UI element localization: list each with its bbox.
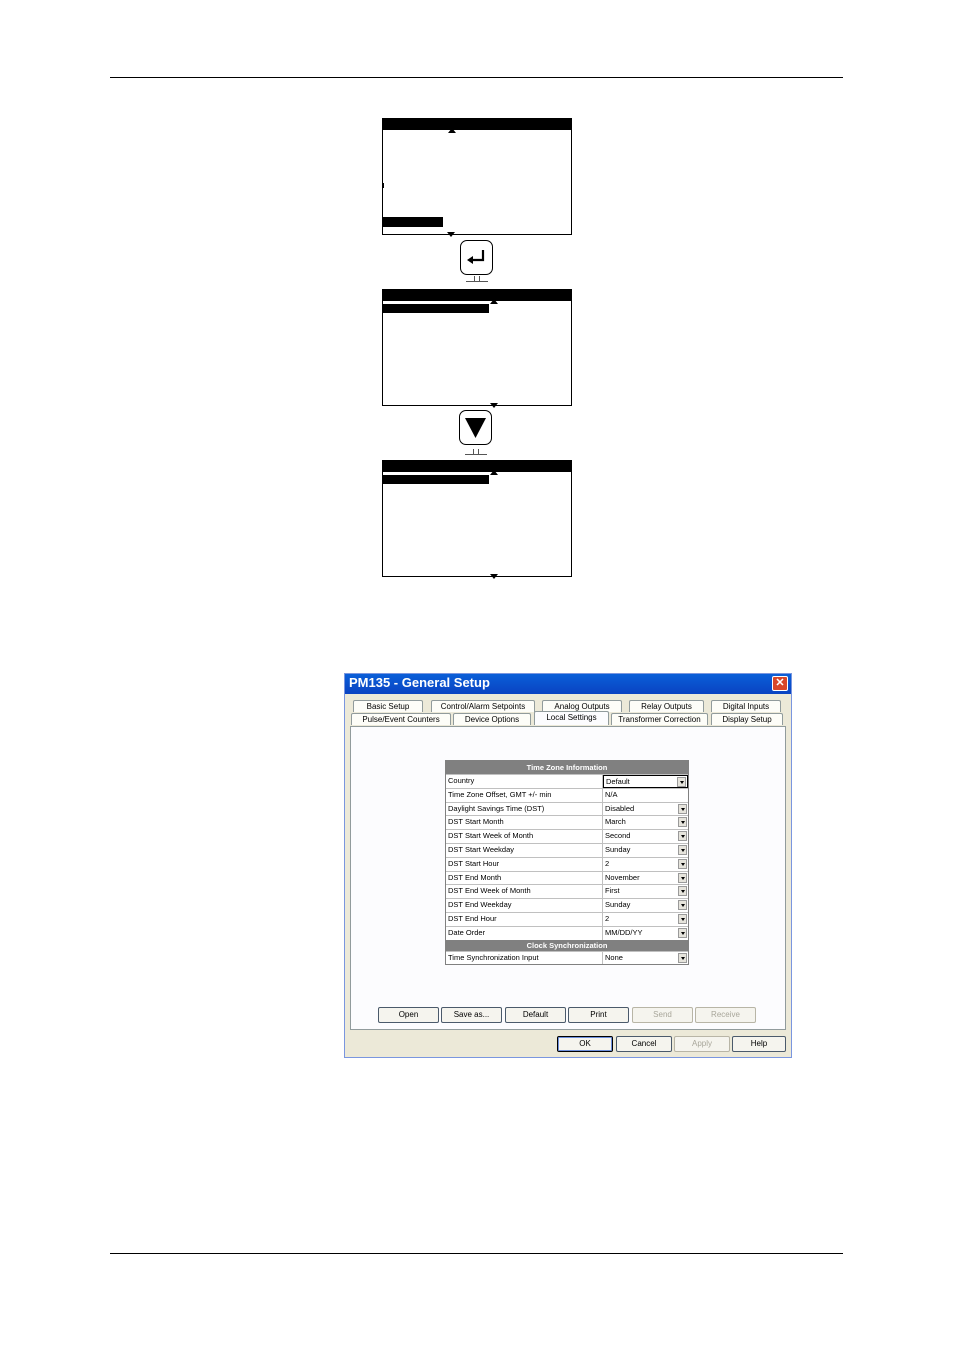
grid-row-dst-start-month[interactable] (446, 815, 688, 829)
row-label: DST End Month (446, 872, 603, 885)
grid-row-dst-end-hour[interactable] (446, 912, 688, 926)
lcd-highlight-bar (383, 475, 489, 484)
chevron-down-icon[interactable] (678, 817, 687, 827)
row-value: Second (605, 831, 631, 841)
dst-start-month-select[interactable] (603, 816, 688, 829)
dst-start-weekday-select[interactable] (603, 844, 688, 857)
enter-key (460, 240, 493, 275)
lcd-title-bar (383, 290, 571, 301)
chevron-down-icon[interactable] (678, 886, 687, 896)
tz-offset-field[interactable] (603, 789, 688, 802)
dst-end-week-select[interactable] (603, 885, 688, 898)
row-label: DST End Week of Month (446, 885, 603, 898)
tab-control-alarm-setpoints[interactable]: Control/Alarm Setpoints (431, 700, 535, 712)
apply-button[interactable]: Apply (674, 1036, 730, 1052)
grid-row-dst-end-week[interactable] (446, 884, 688, 898)
lcd-screen-1 (382, 118, 572, 235)
row-label: Country (446, 775, 603, 788)
row-value: MM/DD/YY (605, 927, 643, 937)
row-value: Default (606, 777, 630, 786)
help-button[interactable]: Help (732, 1036, 786, 1052)
grid-row-dst[interactable] (446, 802, 688, 816)
grid-row-dst-end-month[interactable] (446, 871, 688, 885)
chevron-down-icon[interactable] (678, 914, 687, 924)
tab-display-setup[interactable]: Display Setup (711, 713, 783, 725)
row-label: DST Start Week of Month (446, 830, 603, 843)
dst-end-month-select[interactable] (603, 872, 688, 885)
chevron-down-icon[interactable] (678, 873, 687, 883)
row-value: None (605, 952, 623, 962)
scroll-down-icon (447, 232, 455, 237)
print-button[interactable]: Print (568, 1007, 629, 1023)
lcd-cursor-mark (382, 183, 384, 188)
tab-digital-inputs[interactable]: Digital Inputs (711, 700, 781, 712)
row-value: Sunday (605, 844, 631, 854)
row-value: N/A (605, 789, 618, 799)
row-label: DST End Hour (446, 913, 603, 926)
scroll-up-icon (448, 128, 456, 133)
row-label: Daylight Savings Time (DST) (446, 803, 603, 816)
dst-end-weekday-select[interactable] (603, 899, 688, 912)
enter-key-base (466, 275, 488, 282)
dialog-title-bar (345, 674, 791, 694)
scroll-up-icon (490, 299, 498, 304)
save-as-button[interactable]: Save as... (441, 1007, 502, 1023)
dst-start-hour-select[interactable] (603, 858, 688, 871)
close-button[interactable] (772, 676, 788, 691)
row-value: 2 (605, 858, 610, 868)
down-arrow-key-icon (460, 411, 491, 444)
tab-relay-outputs[interactable]: Relay Outputs (629, 700, 704, 712)
lcd-screen-2 (382, 289, 572, 406)
row-value: November (605, 872, 640, 882)
clock-sync-header: Clock Synchronization (446, 940, 688, 951)
grid-row-dst-start-hour[interactable] (446, 857, 688, 871)
row-value: March (605, 817, 626, 827)
chevron-down-icon[interactable] (677, 777, 686, 787)
row-value: 2 (605, 913, 610, 923)
enter-key-icon (461, 241, 492, 274)
scroll-up-icon (490, 470, 498, 475)
cancel-button[interactable]: Cancel (616, 1036, 672, 1052)
tab-analog-outputs[interactable]: Analog Outputs (542, 700, 622, 712)
chevron-down-icon[interactable] (678, 900, 687, 910)
down-key-base (465, 448, 487, 455)
lcd-highlight-bar (383, 304, 489, 313)
lcd-screen-3 (382, 460, 572, 577)
footer-rule (110, 1253, 843, 1254)
row-label: DST Start Month (446, 816, 603, 829)
dst-end-hour-select[interactable] (603, 913, 688, 926)
chevron-down-icon[interactable] (678, 845, 687, 855)
lcd-title-bar (383, 461, 571, 472)
chevron-down-icon[interactable] (678, 928, 687, 938)
close-icon: ✕ (775, 677, 785, 689)
tab-local-settings[interactable]: Local Settings (534, 711, 609, 725)
chevron-down-icon[interactable] (678, 859, 687, 869)
send-button[interactable]: Send (632, 1007, 693, 1023)
grid-row-country[interactable] (446, 774, 688, 788)
ok-button[interactable]: OK (557, 1036, 613, 1052)
row-label: DST Start Hour (446, 858, 603, 871)
open-button[interactable]: Open (378, 1007, 439, 1023)
general-setup-dialog (344, 673, 792, 1058)
chevron-down-icon[interactable] (678, 953, 687, 963)
dialog-title: PM135 - General Setup (349, 675, 490, 690)
time-zone-header: Time Zone Information (446, 761, 688, 774)
header-rule (110, 77, 843, 78)
down-arrow-key (459, 410, 492, 445)
tab-pulse-event-counters[interactable]: Pulse/Event Counters (351, 713, 451, 725)
tab-basic-setup[interactable]: Basic Setup (353, 700, 423, 712)
grid-row-dst-end-weekday[interactable] (446, 898, 688, 912)
row-value: Sunday (605, 900, 631, 910)
row-value: Disabled (605, 803, 635, 813)
row-label: Time Zone Offset, GMT +/- min (446, 789, 603, 802)
row-label: Time Synchronization Input (446, 952, 603, 965)
scroll-down-icon (490, 574, 498, 579)
grid-row-tz-offset[interactable] (446, 788, 688, 802)
time-sync-select[interactable] (603, 952, 688, 965)
lcd-highlight-bar (383, 217, 443, 227)
row-label: DST End Weekday (446, 899, 603, 912)
grid-row-dst-start-week[interactable] (446, 829, 688, 843)
row-value: First (605, 886, 620, 896)
date-order-select[interactable] (603, 927, 688, 940)
grid-row-dst-start-weekday[interactable] (446, 843, 688, 857)
grid-row-date-order[interactable] (446, 926, 688, 940)
chevron-down-icon[interactable] (678, 804, 687, 814)
time-zone-grid (445, 760, 689, 965)
default-button[interactable]: Default (505, 1007, 566, 1023)
dst-start-week-select[interactable] (603, 830, 688, 843)
tab-transformer-correction[interactable]: Transformer Correction (611, 713, 708, 725)
row-label: Date Order (446, 927, 603, 940)
receive-button[interactable]: Receive (695, 1007, 756, 1023)
lcd-title-bar (383, 119, 571, 130)
country-select[interactable] (603, 775, 688, 788)
grid-row-time-sync[interactable] (446, 951, 688, 965)
dst-select[interactable] (603, 803, 688, 816)
row-label: DST Start Weekday (446, 844, 603, 857)
chevron-down-icon[interactable] (678, 831, 687, 841)
tab-device-options[interactable]: Device Options (453, 713, 531, 725)
scroll-down-icon (490, 403, 498, 408)
